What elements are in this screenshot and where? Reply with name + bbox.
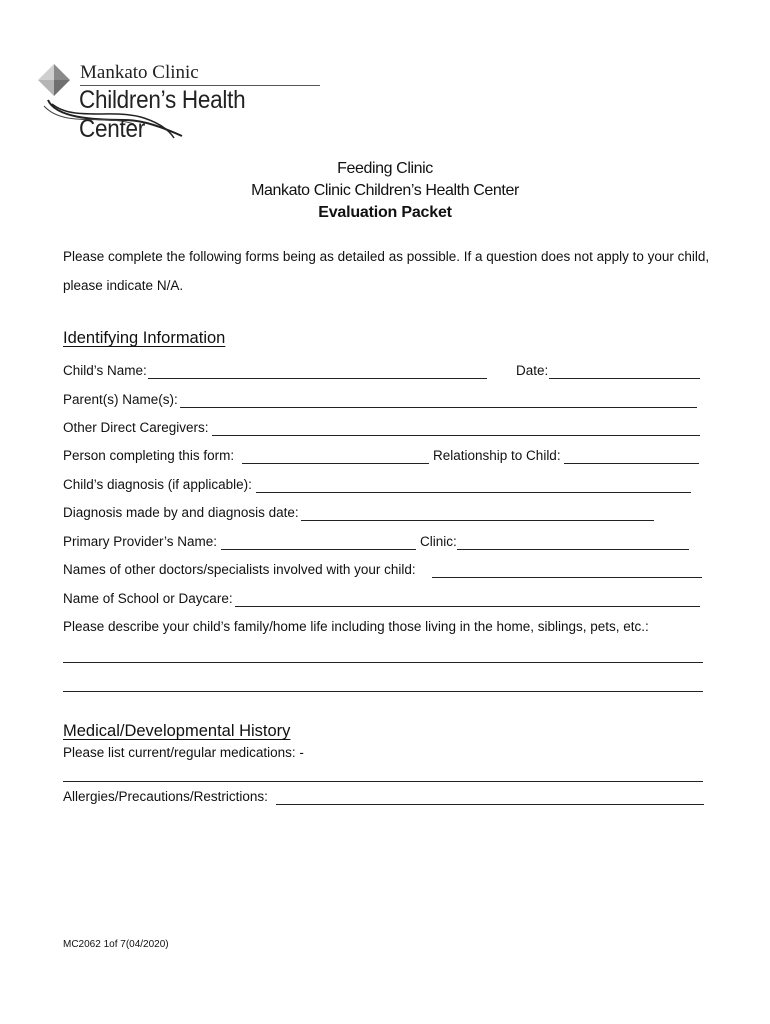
primary-provider-label: Primary Provider’s Name: [63,534,218,549]
logo-center-name: Children’s Health Center [79,86,246,143]
other-doctors-label: Names of other doctors/specialists involved with your child: [63,562,416,577]
date-field[interactable] [549,378,700,379]
medical-heading: Medical/Developmental History [63,722,291,740]
clinic-label: Clinic: [420,534,457,549]
childs-name-label: Child’s Name: [63,363,147,378]
medications-label: Please list current/regular medications: - [63,745,304,760]
allergies-field[interactable] [276,804,704,805]
logo-org-name: Mankato Clinic [80,62,199,83]
parents-names-field[interactable] [180,407,697,408]
school-field[interactable] [235,606,700,607]
parents-names-label: Parent(s) Name(s): [63,392,178,407]
person-completing-field[interactable] [242,463,429,464]
title-block [0,158,770,224]
relationship-field[interactable] [564,463,699,464]
person-completing-label: Person completing this form: [63,448,235,463]
relationship-label: Relationship to Child: [433,448,561,463]
date-label: Date: [516,363,549,378]
family-life-field-line-2[interactable] [63,691,703,692]
clinic-logo [34,58,334,148]
form-code: MC2062 1of 7(04/2020) [63,939,169,950]
diagnosis-made-by-field[interactable] [301,520,654,521]
diagnosis-label: Child’s diagnosis (if applicable): [63,477,252,492]
identifying-heading: Identifying Information [63,329,226,347]
title-line-2: Mankato Clinic Children’s Health Center [251,182,519,199]
medications-field[interactable] [63,781,703,782]
family-life-field-line-1[interactable] [63,662,703,663]
other-caregivers-field[interactable] [212,435,700,436]
intro-text: Please complete the following forms being as detailed as possible. If a question does not apply to your child, please indicate N/A. [63,249,710,293]
primary-provider-field[interactable] [221,549,416,550]
allergies-label: Allergies/Precautions/Restrictions: [63,789,268,804]
title-line-3: Evaluation Packet [318,204,452,221]
school-label: Name of School or Daycare: [63,591,233,606]
title-line-1: Feeding Clinic [337,160,433,177]
other-caregivers-label: Other Direct Caregivers: [63,420,209,435]
family-life-label: Please describe your child’s family/home life including those living in the home, siblings, pets, etc.: [63,619,649,634]
other-doctors-field[interactable] [432,577,702,578]
diagnosis-field[interactable] [256,492,691,493]
diagnosis-made-by-label: Diagnosis made by and diagnosis date: [63,505,299,520]
clinic-field[interactable] [457,549,689,550]
childs-name-field[interactable] [148,378,487,379]
